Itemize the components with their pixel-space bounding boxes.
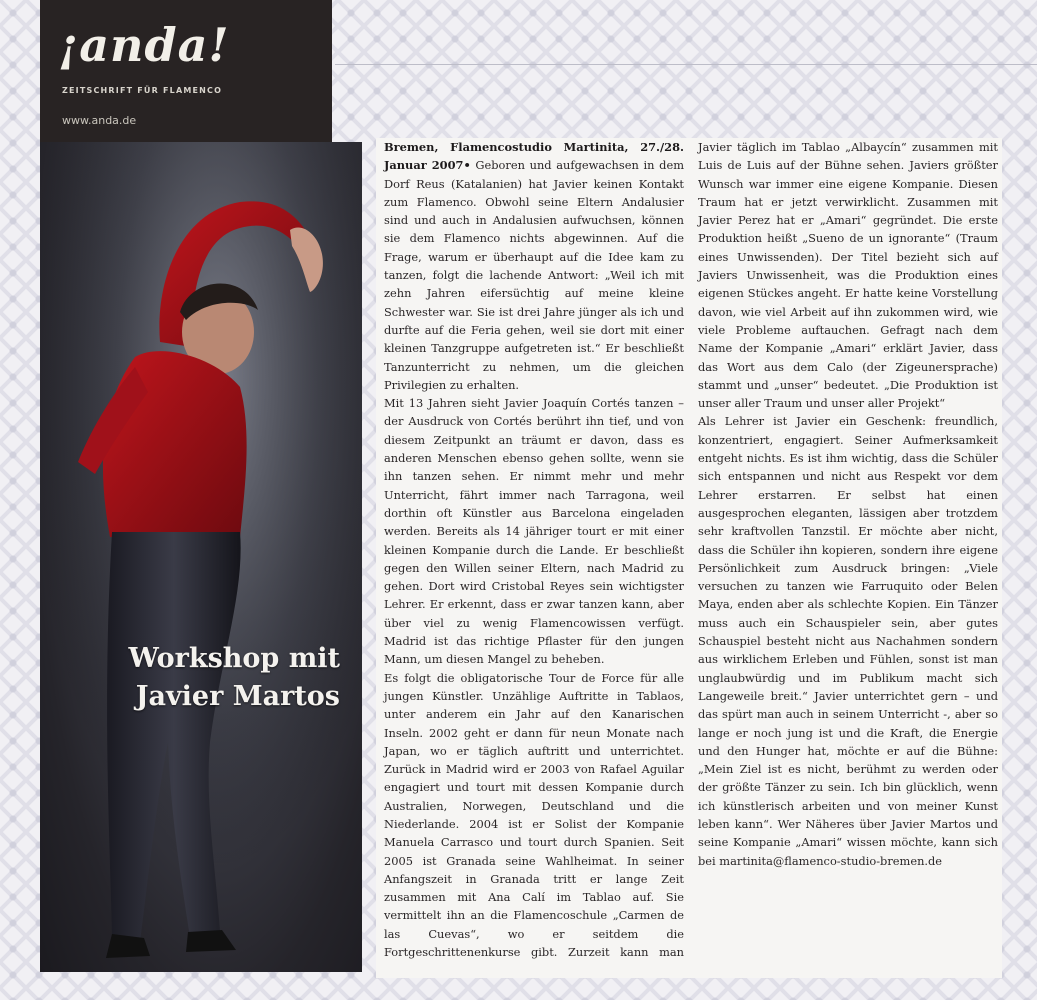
- magazine-website: www.anda.de: [62, 114, 137, 127]
- header-rule: [335, 64, 1037, 65]
- article-dateline: Bremen, Flamencostudio Martinita, 27./28. Januar 2007•: [384, 140, 684, 173]
- headline-line-1: Workshop mit: [128, 643, 340, 674]
- article-body: [376, 138, 1002, 978]
- magazine-subtitle: ZEITSCHRIFT FÜR FLAMENCO: [62, 86, 223, 95]
- flamenco-dancer-illustration: [40, 142, 362, 972]
- magazine-logo: ¡anda!: [58, 18, 230, 72]
- masthead: [40, 0, 332, 142]
- article-columns: [384, 138, 998, 978]
- article-paragraph-2: Mit 13 Jahren sieht Javier Joaquín Cortés tanzen – der Ausdruck von Cortés berührt ihn tief, und von diesem Zeitpunkt an träumt er davon, dass es anderen Menschen ebenso gehen sollte, wenn sie ihn tanzen sehen. Er nimmt mehr und mehr Unterricht, fährt immer nach Tarragona, weil dorthin oft Künstler aus Barcelona eingeladen werden. Bereits als 14 jähriger tourt er mit einer kleinen Kompanie durch die Lande. Er beschließt gegen den Willen seiner Eltern, nach Madrid zu gehen. Dort wird Cristobal Reyes sein wichtigster Lehrer. Er erkennt, dass er zwar tanzen kann, aber über viel zu wenig Flamencowissen verfügt. Madrid ist das richtige Pflaster für den jungen Mann, um diesen Mangel zu beheben.: [384, 396, 684, 667]
- article-paragraph-3: Es folgt die obligatorische Tour de Force für alle jungen Künstler. Unzählige Auftritte in Tablaos, unter anderem ein Jahr auf den Kanarischen Inseln. 2002 geht er dann für neun Monate nach Japan, wo er täglich auftritt und unterrichtet. Zurück in Madrid wird er 2003 von Rafael Aguilar engagiert und tourt mit dessen Kompanie durch Australien, Norwegen, Deutschland und die Niederlande. 2004 ist er Solist der Kompanie Manuela Carrasco und tourt durch Spanien. Seit 2005 ist Granada seine Wahlheimat. In seiner Anfangszeit in Granada tritt er lange Zeit zusammen mit Ana Calí im Tablao auf. Sie vermittelt ihn an die Flamencoschule „Carmen de las Cuevas“, wo er seitdem die Fortgeschrittenenkurse gibt. Zurzeit kann man Javier täglich im Tablao „Albaycín“ zusammen mit Luis de Luis auf der Bühne sehen. Javiers größter Wunsch war immer eine eigene Kompanie. Diesen Traum hat er jetzt verwirklicht. Zusammen mit Javier Perez hat er „Amari“ gegründet. Die erste Produktion heißt „Sueno de un ignorante“ (Traum eines Unwissenden). Der Titel bezieht sich auf Javiers Unwissenheit, was die Produktion eines eigenen Stückes angeht. Er hatte keine Vorstellung davon, wie viel Arbeit auf ihn zukommen wird, wie viele Probleme auftauchen. Gefragt nach dem Name der Kompanie „Amari“ erklärt Javier, dass das Wort aus dem Calo (der Zigeunersprache) stammt und „unser“ bedeutet. „Die Produktion ist unser aller Traum und unser aller Projekt“: [384, 140, 998, 960]
- article-paragraph-4: Als Lehrer ist Javier ein Geschenk: freundlich, konzentriert, engagiert. Seiner Aufmerksamkeit entgeht nichts. Es ist ihm wichtig, dass die Schüler sich entspannen und nicht aus Respekt vor dem Lehrer erstarren. Er selbst hat einen ausgesprochen eleganten, lässigen aber trotzdem sehr kraftvollen Tanzstil. Er möchte aber nicht, dass die Schüler ihn kopieren, sondern ihre eigene Persönlichkeit zum Ausdruck bringen: „Viele versuchen zu tanzen wie Farruquito oder Belen Maya, enden aber als schlechte Kopien. Ein Tänzer muss auch ein Schauspieler sein, aber gutes Schauspiel besteht nicht aus Nachahmen sondern aus wirklichem Erleben und Fühlen, sonst ist man unglaubwürdig und im Publikum macht sich Langeweile breit.“ Javier unterrichtet gern – und das spürt man auch in seinem Unterricht -, aber so lange er noch jung ist und die Kraft, die Energie und den Hunger hat, möchte er auf die Bühne: „Mein Ziel ist es nicht, berühmt zu werden oder der größte Tänzer zu sein. Ich bin glücklich, wenn ich künstlerisch arbeiten und von meiner Kunst leben kann“. Wer Näheres über Javier Martos und seine Kompanie „Amari“ wissen möchte, kann sich bei martinita@flamenco-studio-bremen.de: [698, 414, 998, 868]
- paragraph-1-text: Geboren und aufgewachsen in dem Dorf Reus (Katalanien) hat Javier keinen Kontakt zum Flamenco. Obwohl seine Eltern Andalusier sind und auch in Andalusien aufwuchsen, können sie dem Flamenco nichts abgewinnen. Auf die Frage, warum er überhaupt auf die Idee kam zu tanzen, folgt die lachende Antwort: „Weil ich mit zehn Jahren eifersüchtig auf meine kleine Schwester war. Sie ist drei Jahre jünger als ich und durfte auf die Feria gehen, weil sie dort mit einer kleinen Tanzgruppe aufgetreten ist.“ Er beschließt Tanzunterricht zu nehmen, um die gleichen Privilegien zu erhalten.: [384, 158, 684, 392]
- article-headline: [129, 640, 340, 716]
- headline-line-2: Javier Martos: [135, 681, 340, 712]
- dancer-photo: [40, 142, 362, 972]
- article-paragraph-1: [384, 138, 684, 394]
